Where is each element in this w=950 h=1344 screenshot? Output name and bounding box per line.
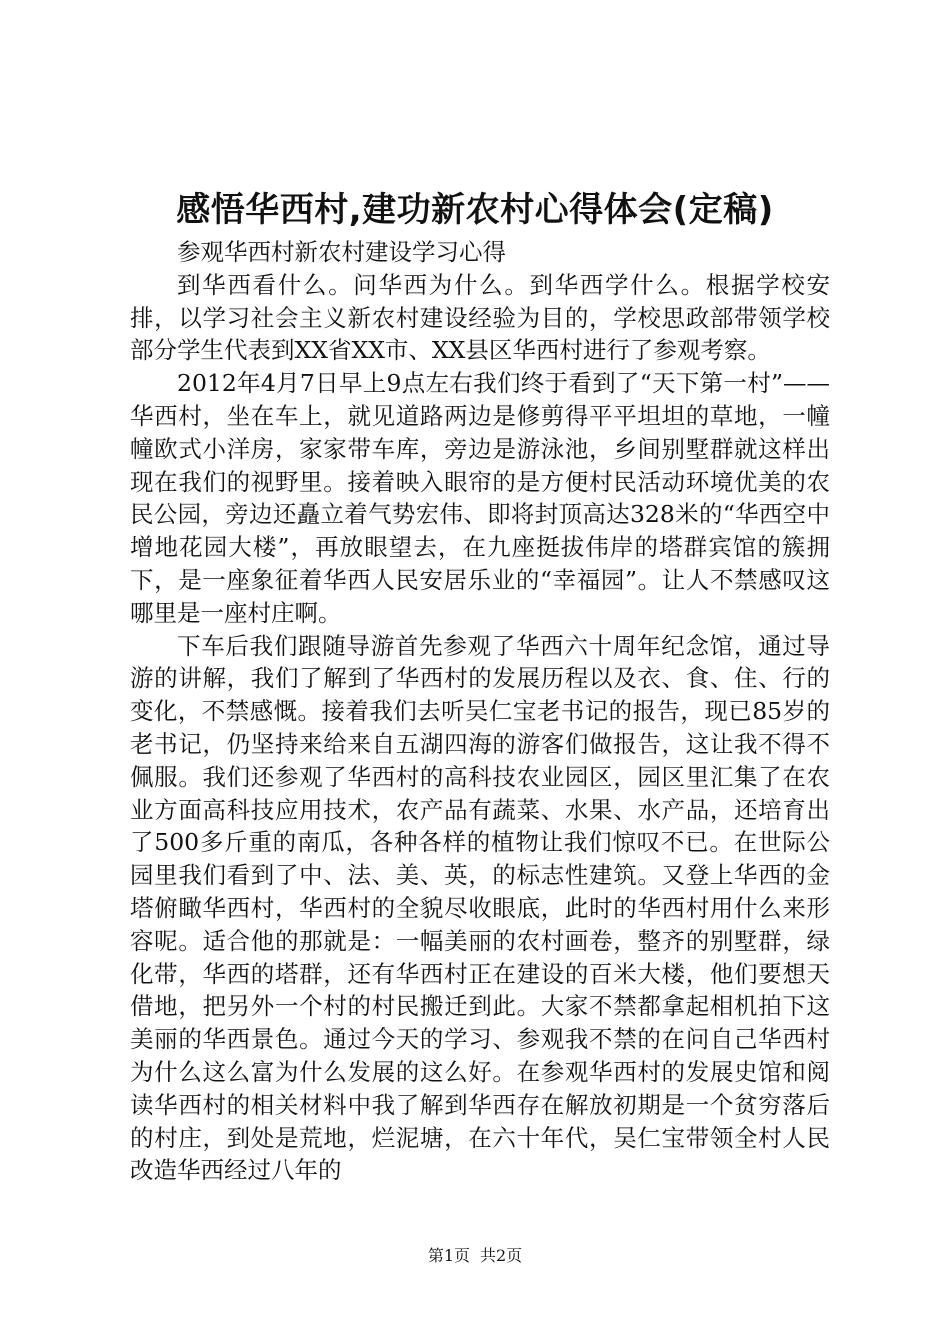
page-footer <box>0 1244 950 1268</box>
page-number-total: 共2页 <box>480 1246 523 1265</box>
document-subheading: 参观华西村新农村建设学习心得 <box>177 238 506 266</box>
document-body <box>130 236 830 1187</box>
page-number-current: 第1页 <box>427 1246 470 1265</box>
paragraph-intro: 到华西看什么。问华西为什么。到华西学什么。根据学校安排，以学习社会主义新农村建设经验为目的，学校思政部带领学校部分学生代表到XX省XX市、XX县区华西村进行了参观考察。 <box>130 270 830 365</box>
document-title: 感悟华西村,建功新农村心得体会(定稿) <box>176 190 774 230</box>
paragraph-visit: 下车后我们跟随导游首先参观了华西六十周年纪念馆，通过导游的讲解，我们了解到了华西村的发展历程以及衣、食、住、行的变化，不禁感慨。接着我们去听吴仁宝老书记的报告，现已85岁的老书记，仍坚持来给来自五湖四海的游客们做报告，这让我不得不佩服。我们还参观了华西村的高科技农业园区，园区里汇集了在农业方面高科技应用技术，农产品有蔬菜、水果、水产品，还培育出了500多斤重的南瓜，各种各样的植物让我们惊叹不已。在世际公园里我们看到了中、法、美、英，的标志性建筑。又登上华西的金塔俯瞰华西村，华西村的全貌尽收眼底，此时的华西村用什么来形容呢。适合他的那就是：一幅美丽的农村画卷，整齐的别墅群，绿化带，华西的塔群，还有华西村正在建设的百米大楼，他们要想天借地，把另外一个村的村民搬迁到此。大家不禁都拿起相机拍下这美丽的华西景色。通过今天的学习、参观我不禁的在问自己华西村为什么这么富为什么发展的这么好。在参观华西村的发展史馆和阅读华西村的相关材料中我了解到华西存在解放初期是一个贫穷落后的村庄，到处是荒地，烂泥塘，在六十年代，吴仁宝带领全村人民改造华西经过八年的 <box>130 631 830 1185</box>
paragraph-arrival: 2012年4月7日早上9点左右我们终于看到了“天下第一村”——华西村，坐在车上，就见道路两边是修剪得平平坦坦的草地，一幢幢欧式小洋房，家家带车库，旁边是游泳池，乡间别墅群就这样出现在我们的视野里。接着映入眼帘的是方便村民活动环境优美的农民公园，旁边还矗立着气势宏伟、即将封顶高达328米的“华西空中增地花园大楼”，再放眼望去，在九座挺拔伟岸的塔群宾馆的簇拥下，是一座象征着华西人民安居乐业的“幸福园”。让人不禁感叹这哪里是一座村庄啊。 <box>130 369 830 627</box>
